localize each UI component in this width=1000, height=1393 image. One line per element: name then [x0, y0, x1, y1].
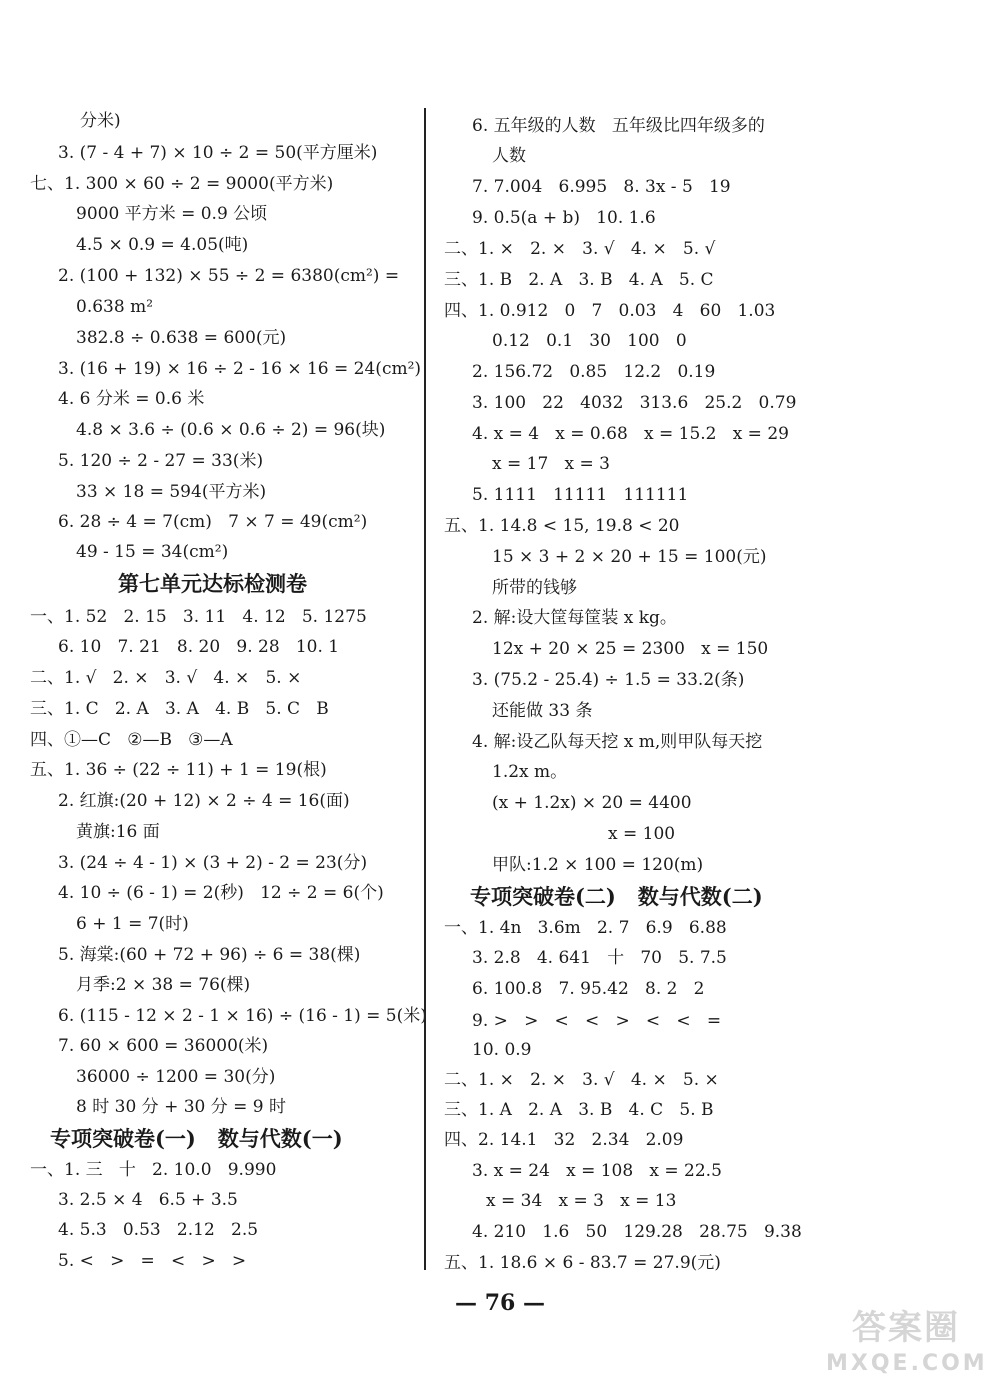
answer-line: 4. 210 1.6 50 129.28 28.75 9.38: [472, 1222, 802, 1242]
column-divider: [424, 108, 426, 1270]
answer-line: 七、1. 300 × 60 ÷ 2 = 9000(平方米): [30, 174, 334, 194]
answer-line: 9000 平方米 = 0.9 公顷: [76, 204, 268, 224]
answer-line: 一、1. 4n 3.6m 2. 7 6.9 6.88: [444, 918, 727, 938]
answer-line: 四、2. 14.1 32 2.34 2.09: [444, 1130, 684, 1150]
answer-line: 二、1. × 2. × 3. √ 4. × 5. √: [444, 239, 716, 259]
answer-line: 5. 120 ÷ 2 - 27 = 33(米): [58, 451, 264, 471]
answer-line: 12x + 20 × 25 = 2300 x = 150: [492, 639, 769, 659]
answer-line: 7. 7.004 6.995 8. 3x - 5 19: [472, 177, 731, 197]
answer-line: 6. 10 7. 21 8. 20 9. 28 10. 1: [58, 637, 340, 657]
answer-line: 3. (24 ÷ 4 - 1) × (3 + 2) - 2 = 23(分): [58, 853, 368, 873]
answer-line: 4. 6 分米 = 0.6 米: [58, 389, 205, 409]
answer-line: 人数: [492, 146, 526, 166]
section-heading: 第七单元达标检测卷: [118, 571, 307, 596]
answer-line: 8 时 30 分 + 30 分 = 9 时: [76, 1097, 287, 1117]
answer-line: 6 + 1 = 7(时): [76, 914, 189, 934]
answer-line: 五、1. 18.6 × 6 - 83.7 = 27.9(元): [444, 1253, 721, 1273]
answer-line: 5. 海棠:(60 + 72 + 96) ÷ 6 = 38(棵): [58, 945, 361, 965]
answer-line: 3. (16 + 19) × 16 ÷ 2 - 16 × 16 = 24(cm²): [58, 359, 422, 379]
answer-line: 一、1. 三 十 2. 10.0 9.990: [30, 1160, 277, 1180]
answer-line: 7. 60 × 600 = 36000(米): [58, 1036, 269, 1056]
answer-line: 9. 0.5(a + b) 10. 1.6: [472, 208, 656, 228]
answer-line: 4. 5.3 0.53 2.12 2.5: [58, 1220, 259, 1240]
answer-line: 二、1. √ 2. × 3. √ 4. × 5. ×: [30, 668, 302, 688]
answer-line: 五、1. 14.8 < 15, 19.8 < 20: [444, 516, 680, 536]
answer-line: 6. (115 - 12 × 2 - 1 × 16) ÷ (16 - 1) = 5(米): [58, 1006, 427, 1026]
answer-line: x = 34 x = 3 x = 13: [486, 1191, 677, 1211]
answer-line: 三、1. C 2. A 3. A 4. B 5. C B: [30, 699, 329, 719]
answer-line: 五、1. 36 ÷ (22 ÷ 11) + 1 = 19(根): [30, 760, 327, 780]
answer-line: 4. x = 4 x = 0.68 x = 15.2 x = 29: [472, 424, 789, 444]
answer-line: 4.8 × 3.6 ÷ (0.6 × 0.6 ÷ 2) = 96(块): [76, 420, 386, 440]
answer-line: 3. (75.2 - 25.4) ÷ 1.5 = 33.2(条): [472, 670, 745, 690]
answer-line: 3. 2.5 × 4 6.5 + 3.5: [58, 1190, 238, 1210]
answer-line: 3. (7 - 4 + 7) × 10 ÷ 2 = 50(平方厘米): [58, 143, 378, 163]
watermark-url: MXQE.COM: [826, 1351, 988, 1376]
answer-line: 所带的钱够: [492, 578, 577, 598]
answer-line: 0.12 0.1 30 100 0: [492, 331, 687, 351]
answer-line: 三、1. B 2. A 3. B 4. A 5. C: [444, 270, 714, 290]
answer-line: 2. 156.72 0.85 12.2 0.19: [472, 362, 716, 382]
watermark-title: 答案圈: [852, 1308, 960, 1348]
answer-line: 2. 解:设大筐每筐装 x kg。: [472, 608, 677, 628]
watermark-logo: [826, 1305, 986, 1387]
answer-line: 分米): [80, 111, 121, 131]
answer-line: (x + 1.2x) × 20 = 4400: [492, 793, 692, 813]
answer-line: 5. 1111 11111 111111: [472, 485, 689, 505]
answer-line: 15 × 3 + 2 × 20 + 15 = 100(元): [492, 547, 767, 567]
answer-line: 3. x = 24 x = 108 x = 22.5: [472, 1161, 722, 1181]
answer-line: 一、1. 52 2. 15 3. 11 4. 12 5. 1275: [30, 607, 367, 627]
page-number: — 76 —: [455, 1290, 545, 1316]
answer-line: 5. < > = < > >: [58, 1251, 247, 1271]
answer-line: 2. (100 + 132) × 55 ÷ 2 = 6380(cm²) =: [58, 266, 400, 286]
answer-line: 10. 0.9: [472, 1040, 532, 1060]
answer-line: 还能做 33 条: [492, 701, 593, 721]
answer-line: 49 - 15 = 34(cm²): [76, 542, 229, 562]
answer-line: 四、1. 0.912 0 7 0.03 4 60 1.03: [444, 301, 776, 321]
answer-line: x = 100: [608, 824, 676, 844]
answer-line: 3. 100 22 4032 313.6 25.2 0.79: [472, 393, 797, 413]
answer-line: 36000 ÷ 1200 = 30(分): [76, 1067, 276, 1087]
answer-line: 6. 28 ÷ 4 = 7(cm) 7 × 7 = 49(cm²): [58, 512, 368, 532]
answer-line: 6. 100.8 7. 95.42 8. 2 2: [472, 979, 705, 999]
answer-line: x = 17 x = 3: [492, 454, 610, 474]
answer-line: 0.638 m²: [76, 297, 154, 317]
section-heading: 专项突破卷(一) 数与代数(一): [50, 1126, 343, 1151]
answer-line: 4.5 × 0.9 = 4.05(吨): [76, 235, 249, 255]
answer-line: 33 × 18 = 594(平方米): [76, 482, 267, 502]
answer-line: 甲队:1.2 × 100 = 120(m): [492, 855, 704, 875]
answer-line: 4. 10 ÷ (6 - 1) = 2(秒) 12 ÷ 2 = 6(个): [58, 883, 384, 903]
answer-line: 三、1. A 2. A 3. B 4. C 5. B: [444, 1100, 714, 1120]
answer-line: 1.2x m。: [492, 762, 568, 782]
answer-line: 黄旗:16 面: [76, 822, 160, 842]
answer-line: 2. 红旗:(20 + 12) × 2 ÷ 4 = 16(面): [58, 791, 350, 811]
answer-line: 9. > > < < > < < =: [472, 1011, 722, 1031]
section-heading: 专项突破卷(二) 数与代数(二): [470, 884, 763, 909]
answer-line: 四、①—C ②—B ③—A: [30, 730, 233, 750]
answer-line: 4. 解:设乙队每天挖 x m,则甲队每天挖: [472, 732, 763, 752]
answer-line: 6. 五年级的人数 五年级比四年级多的: [472, 116, 765, 136]
answer-line: 月季:2 × 38 = 76(棵): [76, 975, 251, 995]
answer-line: 382.8 ÷ 0.638 = 600(元): [76, 328, 287, 348]
answer-line: 二、1. × 2. × 3. √ 4. × 5. ×: [444, 1070, 719, 1090]
answer-line: 3. 2.8 4. 641 十 70 5. 7.5: [472, 948, 727, 968]
